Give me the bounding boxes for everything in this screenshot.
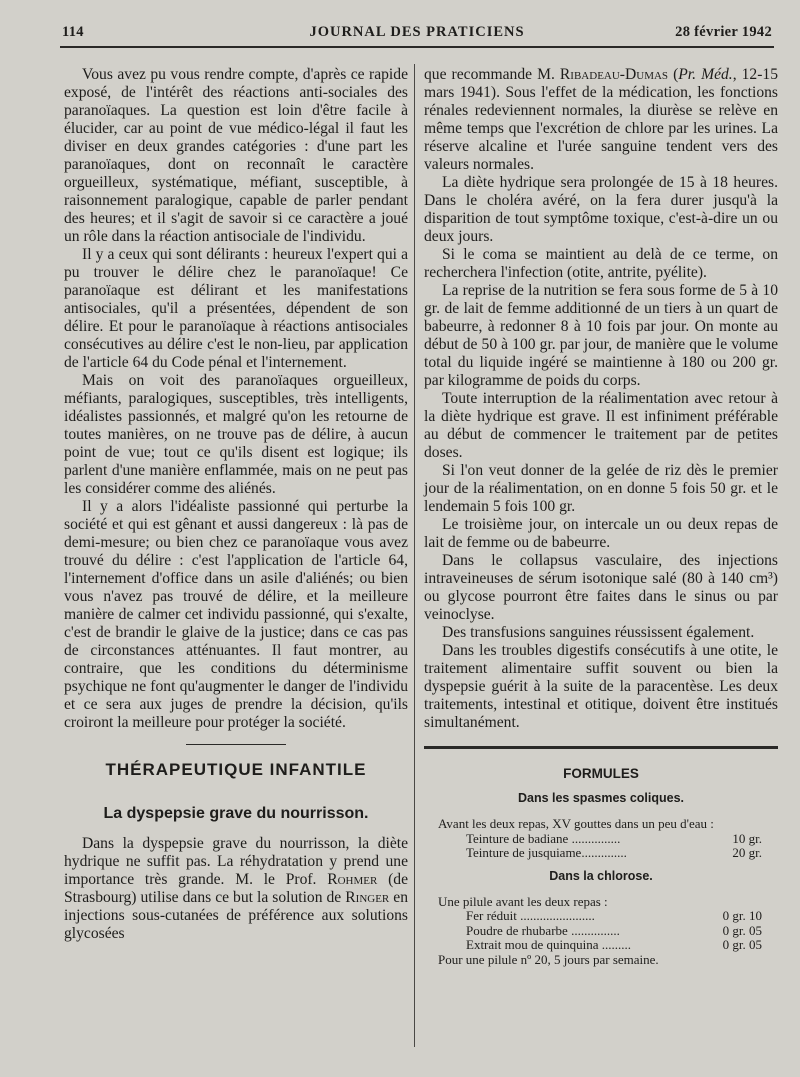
solution-name: Ringer xyxy=(345,889,390,906)
paragraph: Il y a ceux qui sont délirants : heureux l'expert qui a pu trouver le délire chez le paranoïaque! Ce paranoïaque est délirant et les manifestations antisociales, qu'il a présentées, dépendent de son délire. Et pour le paranoïaque à réactions antisociales consécutives au délire c'est le non-lieu, par application de l'article 64 du Code pénal et l'internement. xyxy=(64,246,408,371)
formules-title: FORMULES xyxy=(563,766,639,781)
formula-item: Teinture de jusquiame.............. 20 gr. xyxy=(466,845,762,860)
formules-box xyxy=(424,765,778,967)
paragraph: La diète hydrique sera prolongée de 15 à 18 heures. Dans le choléra avéré, on la fera durer jusqu'à la disparition de tout symptôme toxique, c'est-à-dire un ou deux jours. xyxy=(424,174,778,245)
formula-heading: Dans la chlorose. xyxy=(549,868,653,883)
paragraph: La reprise de la nutrition se fera sous forme de 5 à 10 gr. de lait de femme additionné de un tiers à un quart de babeurre, à redonner 8 à 10 fois par jour. On monte au début de 50 à 100 gr. par jour, de manière que le volume total du liquide ingéré se maintienne à 180 ou 200 gr. par kilogramme de poids du corps. xyxy=(424,282,778,389)
left-column xyxy=(64,66,408,943)
formula-instruction: Avant les deux repas, XV gouttes dans un peu d'eau : xyxy=(438,816,714,831)
paragraph: Dans les troubles digestifs consécutifs à une otite, le traitement alimentaire suffit souvent ou bien la dyspepsie guérit à la suite de la paracentèse. Les deux traitements, intestinal et otitique, doivent être institués simultanément. xyxy=(424,642,778,731)
right-column xyxy=(424,66,778,967)
paragraph: Il y a alors l'idéaliste passionné qui perturbe la société et qui est gênant et aussi dangereux : là pas de demi-mesure; ou bien chez ce paranoïaque vous avez trouvé du délire : c'est l'application de l'article 64, l'internement d'office dans un asile d'aliénés; ou bien vous n'avez pas trouvé de délire, et la meilleure manière de calmer cet individu passionné, qui s'exalte, c'est de brandir le glaive de la justice; dans ce cas pas de circonstances atténuantes. Il faut montrer, au contraire, que les conditions du déterminisme psychique ne font qu'augmenter le danger de l'individu et ce sera aux juges de prendre la décision, qu'ils croiront la meilleure pour protéger la société. xyxy=(64,498,408,731)
citation: Pr. Méd. xyxy=(678,66,733,83)
formula-item: Teinture de badiane ............... 10 gr. xyxy=(466,830,762,846)
formula-item: Fer réduit ....................... 0 gr. 10 xyxy=(466,908,762,923)
article-title: La dyspepsie grave du nourrisson. xyxy=(103,805,369,822)
formula-heading: Dans les spasmes coliques. xyxy=(517,791,685,805)
paragraph: Dans la dyspepsie grave du nourrisson, la diète hydrique ne suffit pas. La réhydratation y prend une importance très grande. M. le Prof. Rohmer (de Strasbourg) utilise dans ce but la solution de Ringer en injections sous-cutanées de préférence aux solutions glycosées xyxy=(64,835,408,942)
author-name: Rohmer xyxy=(327,871,378,888)
page-number: 114 xyxy=(62,24,84,40)
paragraph: Des transfusions sanguines réussissent également. xyxy=(442,624,755,641)
paragraph: Mais on voit des paranoïaques orgueilleux, méfiants, paralogiques, susceptibles, très intelligents, idéalistes passionnés, et malgré qu'on les retourne de toutes manières, on ne trouve pas de délire, à aucun point de vue; tout ce qu'ils disent est logique; ils parlent d'une manière enflammée, mais on ne peut pas les considérer comme des aliénés. xyxy=(64,372,408,497)
section-separator xyxy=(186,744,286,745)
formules-rule xyxy=(424,746,778,749)
header-rule xyxy=(60,46,774,48)
formula-item: Poudre de rhubarbe ............... 0 gr. 05 xyxy=(466,922,762,938)
column-divider xyxy=(414,64,415,1047)
formula-list xyxy=(424,832,778,861)
formula-footer: Pour une pilule nº 20, 5 jours par semaine. xyxy=(438,951,659,967)
paragraph: Vous avez pu vous rendre compte, d'après ce rapide exposé, de l'intérêt des réactions anti-sociales des paranoïaques. La question est loin d'être facile à élucider, car au point de vue médico-légal il faut les diviser en deux grandes catégories : d'une part les paranoïaques, dont on reconnaît le caractère orgueilleux, systématique, méfiant, susceptible, à raisonnement paralogique, capable de parler pendant des heures; et il s'agit de savoir si ce caractère a joué un rôle dans la réaction antisociale de l'individu. xyxy=(64,66,408,245)
journal-title: JOURNAL DES PRATICIENS xyxy=(309,24,525,40)
formula-item: Extrait mou de quinquina ......... 0 gr. 05 xyxy=(466,937,762,952)
paragraph: Si le coma se maintient au delà de ce terme, on recherchera l'infection (otite, antrite, pyélite). xyxy=(424,246,778,281)
paragraph: Le troisième jour, on intercale un ou deux repas de lait de femme ou de babeurre. xyxy=(424,516,778,551)
running-header xyxy=(62,20,772,46)
formula-instruction: Une pilule avant les deux repas : xyxy=(438,893,608,909)
formula-list xyxy=(424,909,778,953)
paragraph: Toute interruption de la réalimentation avec retour à la diète hydrique est grave. Il est infiniment préférable au début de commencer le traitement par de petites doses. xyxy=(424,390,778,461)
issue-date: 28 février 1942 xyxy=(675,24,772,40)
paragraph: Dans le collapsus vasculaire, des injections intraveineuses de sérum isotonique salé (80 à 140 cm³) ou glycose pourront être faites dans le sinus ou par veinoclyse. xyxy=(424,552,778,623)
paragraph: que recommande M. Ribadeau-Dumas (Pr. Méd., 12-15 mars 1941). Sous l'effet de la médication, les fonctions rénales redeviennent normales, la diurèse se relève en même temps que l'excrétion de chlore par les urines. La réserve alcaline et l'urée sanguine tendent vers des valeurs normales. xyxy=(424,66,778,173)
section-title: THÉRAPEUTIQUE INFANTILE xyxy=(105,760,367,779)
author-name: Ribadeau-Dumas xyxy=(559,66,669,83)
paragraph: Si l'on veut donner de la gelée de riz dès le premier jour de la réalimentation, on en donne 5 fois 50 gr. et le lendemain 5 fois 100 gr. xyxy=(424,462,778,515)
